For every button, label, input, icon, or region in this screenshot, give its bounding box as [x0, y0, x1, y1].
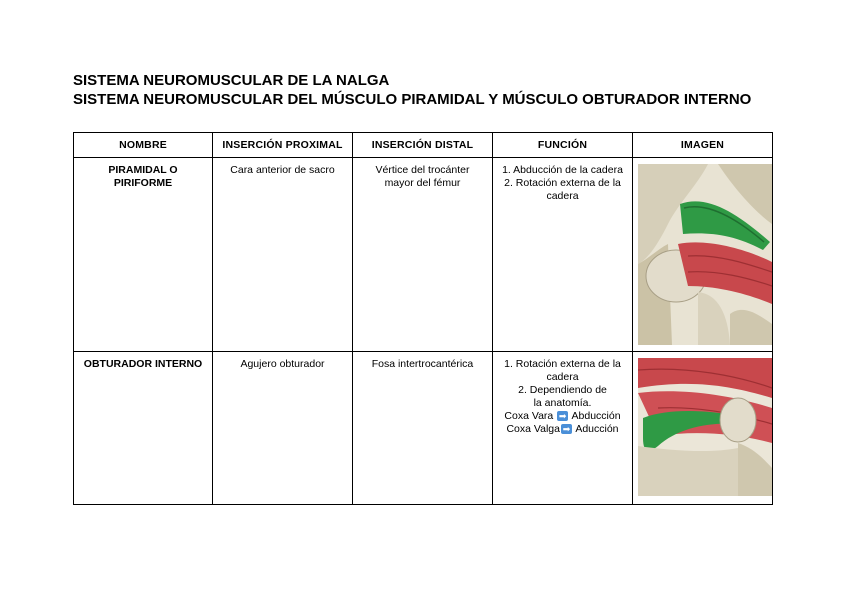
function-line: 2. Dependiendo de la anatomía.: [518, 384, 607, 409]
cell-proximal: Cara anterior de sacro: [213, 158, 353, 352]
document-titles: [73, 71, 751, 109]
function-line: [497, 410, 628, 423]
cell-function: [493, 158, 633, 352]
piriformis-illustration: [638, 164, 772, 345]
muscle-name: PIRAMIDAL O PIRIFORME: [108, 164, 178, 189]
header-imagen: IMAGEN: [633, 133, 773, 158]
function-line: 1. Rotación externa de la cadera: [504, 358, 621, 383]
coxa-vara-result: Abducción: [571, 410, 621, 422]
coxa-valga-label: Coxa Valga: [506, 423, 560, 435]
distal-text: Vértice del trocánter mayor del fémur: [375, 164, 470, 189]
cell-image: [633, 352, 773, 505]
arrow-right-icon: ➡: [558, 411, 567, 422]
document-subtitle: SISTEMA NEUROMUSCULAR DEL MÚSCULO PIRAMIDAL Y MÚSCULO OBTURADOR INTERNO: [73, 91, 752, 108]
cell-image: [633, 158, 773, 352]
cell-distal: [353, 158, 493, 352]
cell-function: [493, 352, 633, 505]
function-line: 1. Abducción de la cadera: [502, 164, 623, 176]
table-row: [74, 352, 773, 505]
obturator-internus-illustration: [638, 358, 772, 496]
table-row: [74, 158, 773, 352]
cell-name: OBTURADOR INTERNO: [74, 352, 213, 505]
arrow-right-icon: ➡: [562, 424, 571, 435]
header-nombre: NOMBRE: [74, 133, 213, 158]
cell-name: [74, 158, 213, 352]
cell-proximal: Agujero obturador: [213, 352, 353, 505]
cell-distal: Fosa intertrocantérica: [353, 352, 493, 505]
header-funcion: FUNCIÓN: [493, 133, 633, 158]
table-header-row: [74, 133, 773, 158]
document-title: SISTEMA NEUROMUSCULAR DE LA NALGA: [73, 72, 390, 89]
header-insercion-distal: INSERCIÓN DISTAL: [353, 133, 493, 158]
coxa-valga-result: Aducción: [575, 423, 619, 435]
function-line: 2. Rotación externa de la cadera: [504, 177, 621, 202]
function-line: [497, 423, 628, 436]
header-insercion-proximal: INSERCIÓN PROXIMAL: [213, 133, 353, 158]
muscle-table: [73, 132, 773, 505]
coxa-vara-label: Coxa Vara: [504, 410, 554, 422]
